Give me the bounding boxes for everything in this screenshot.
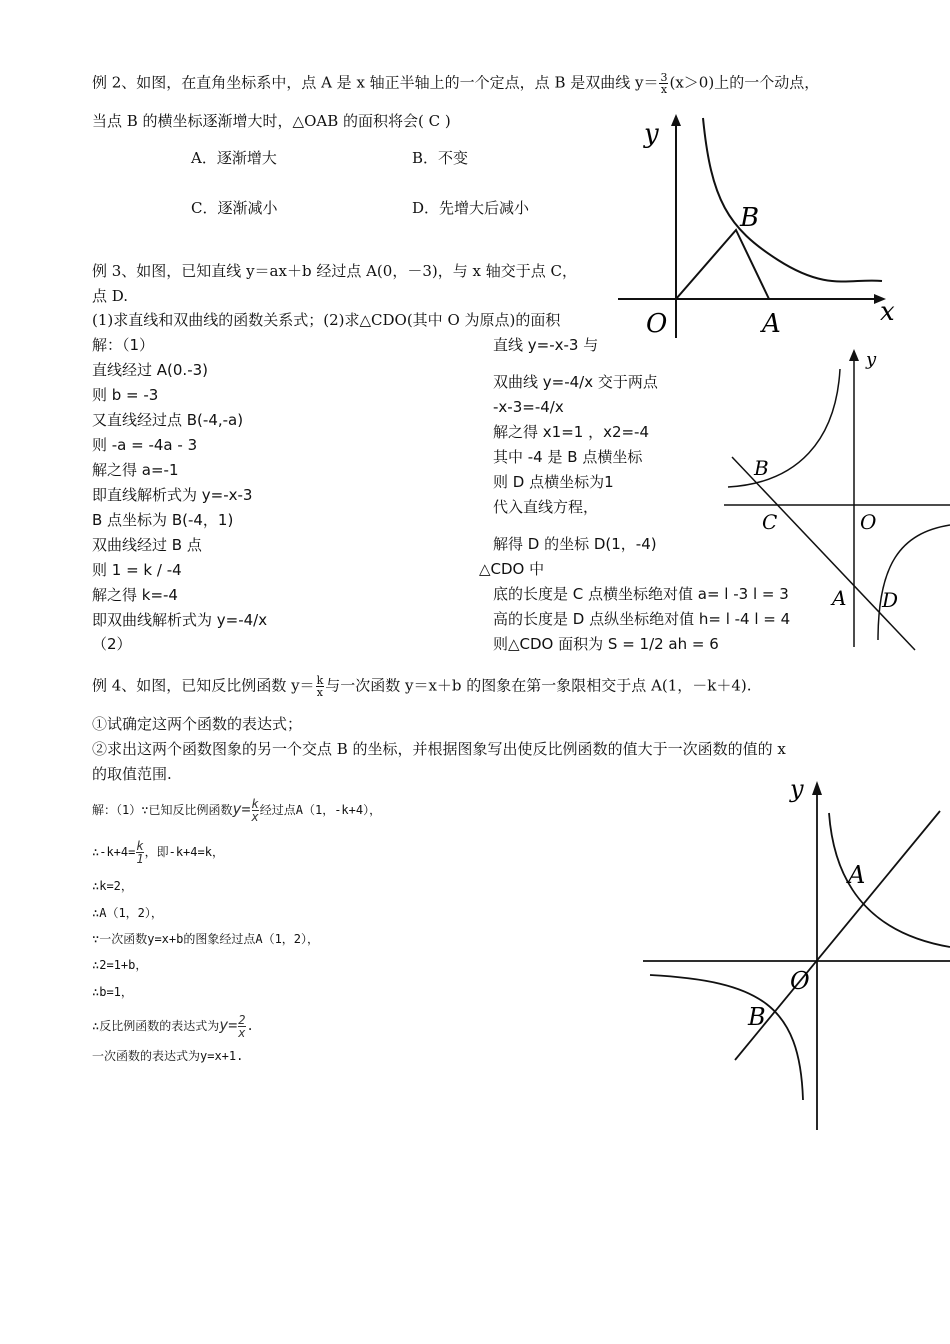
ex4-sol-8-fraction — [238, 1014, 245, 1039]
ex2-fraction — [659, 72, 668, 95]
ex4-sol-8 — [92, 1014, 254, 1039]
ex4-sol-4: ∴A（1，2）， — [92, 906, 163, 920]
ex2-option-b: B．不变 — [412, 149, 469, 167]
ex2-triangle-oab — [676, 230, 769, 299]
ex4-sol-2-post: ，即-k+4=k， — [144, 845, 224, 859]
ex3-left-8: 双曲线经过 B 点 — [92, 536, 202, 554]
ex4-sol-2 — [92, 840, 224, 865]
ex4-question-1: ①试确定这两个函数的表达式； — [92, 715, 303, 733]
ex2-figure — [610, 110, 900, 350]
ex2-hyperbola — [703, 118, 882, 282]
ex3-hyperbola-branch-left — [728, 369, 840, 487]
ex4-label-o: O — [790, 967, 810, 995]
ex4-line1 — [92, 675, 752, 698]
ex4-sol-2-fraction — [136, 840, 143, 865]
ex4-sol-1-fraction — [252, 798, 259, 823]
ex4-sol-3: ∴k=2， — [92, 879, 133, 893]
ex3-right-8: △CDO 中 — [479, 560, 545, 578]
ex4-sol-2-num: k — [136, 839, 144, 853]
ex4-sol-6: ∴2=1+b， — [92, 958, 148, 972]
ex2-option-a: A．逐渐增大 — [191, 149, 277, 167]
ex2-label-x: x — [880, 297, 895, 327]
ex2-frac-num: 3 — [660, 71, 668, 84]
ex3-left-12: （2） — [92, 635, 132, 653]
ex4-sol-8-den: x — [238, 1026, 246, 1040]
ex4-frac-num: k — [316, 674, 324, 687]
ex3-left-7: B 点坐标为 B(-4，1) — [92, 511, 234, 529]
ex3-left-2: 则 b = -3 — [92, 386, 159, 404]
ex4-label-y: y — [790, 775, 804, 803]
ex3-left-9: 则 1 = k / -4 — [92, 561, 182, 579]
ex4-hyperbola-branch-third — [650, 975, 803, 1100]
ex3-right-11: 则△CDO 面积为 S = 1/2 ah = 6 — [493, 635, 719, 653]
ex2-frac-den: x — [660, 83, 668, 96]
ex4-sol-5: ∵一次函数y=x+b的图象经过点A（1，2）， — [92, 932, 320, 946]
ex4-figure — [640, 775, 950, 1135]
ex4-sol-2-text: ∴-k+4= — [92, 845, 136, 859]
ex3-line3: (1)求直线和双曲线的函数关系式；(2)求△CDO(其中 O 为原点)的面积 — [92, 311, 561, 329]
ex3-line2: 点 D. — [92, 287, 129, 305]
ex4-sol-1-text: 解：（1）∵已知反比例函数 — [92, 803, 233, 817]
ex3-right-6: 代入直线方程， — [493, 498, 599, 516]
ex2-label-o: O — [646, 309, 668, 339]
ex3-right-2: -x-3=-4/x — [493, 398, 564, 416]
ex3-left-11: 即双曲线解析式为 y=-4/x — [92, 611, 268, 629]
ex4-sol-1-post: 经过点A（1，-k+4）， — [259, 803, 382, 817]
ex3-left-10: 解之得 k=-4 — [92, 586, 178, 604]
ex3-label-d: D — [882, 588, 899, 612]
ex3-label-c: C — [762, 510, 778, 534]
ex4-sol-1 — [92, 798, 381, 823]
ex4-y-arrow-icon — [812, 781, 822, 795]
ex4-sol-2-den: 1 — [136, 852, 144, 866]
ex4-sol-9: 一次函数的表达式为y=x+1. — [92, 1049, 244, 1063]
ex4-question-2: ②求出这两个函数图象的另一个交点 B 的坐标，并根据图象写出使反比例函数的值大于一次函数的值的 x — [92, 740, 786, 758]
ex2-line1-text: 例 2、如图，在直角坐标系中，点 A 是 x 轴正半轴上的一个定点，点 B 是双曲线 y＝ — [92, 73, 659, 92]
ex3-left-3: 又直线经过点 B(-4,-a) — [92, 411, 244, 429]
ex2-y-arrow-icon — [671, 114, 681, 126]
ex2-label-y: y — [644, 119, 659, 149]
ex2-label-a: A — [762, 309, 781, 339]
ex4-line1-text: 例 4、如图，已知反比例函数 y＝ — [92, 676, 315, 695]
ex3-right-1: 双曲线 y=-4/x 交于两点 — [493, 373, 658, 391]
ex3-left-6: 即直线解析式为 y=-x-3 — [92, 486, 253, 504]
ex3-figure — [720, 345, 950, 655]
ex4-question-2b: 的取值范围. — [92, 765, 172, 783]
ex4-sol-8-num: 2 — [238, 1013, 246, 1027]
ex3-line1: 例 3、如图，已知直线 y＝ax＋b 经过点 A(0，－3)，与 x 轴交于点 C， — [92, 262, 577, 280]
ex4-sol-1-den: x — [251, 810, 259, 824]
ex2-option-d: D．先增大后减小 — [412, 199, 530, 217]
ex3-right-0: 直线 y=-x-3 与 — [493, 336, 599, 354]
ex4-sol-7: ∴b=1， — [92, 985, 133, 999]
ex4-sol-8-text: ∴反比例函数的表达式为 — [92, 1019, 220, 1033]
ex2-line2: 当点 B 的横坐标逐渐增大时，△OAB 的面积将会( C ) — [92, 112, 451, 130]
ex3-label-a: A — [832, 586, 847, 610]
ex4-line1-post: 与一次函数 y＝x＋b 的图象在第一象限相交于点 A(1，－k＋4). — [325, 676, 752, 695]
ex4-label-b: B — [748, 1003, 766, 1031]
ex4-sol-1-y: y= — [232, 800, 251, 818]
ex3-label-b: B — [754, 456, 769, 480]
ex3-right-9: 底的长度是 C 点横坐标绝对值 a= l -3 l = 3 — [493, 585, 789, 603]
ex3-right-10: 高的长度是 D 点纵坐标绝对值 h= l -4 l = 4 — [493, 610, 791, 628]
ex3-label-y: y — [866, 349, 877, 370]
ex4-sol-8-y: y= — [219, 1016, 238, 1034]
ex3-y-arrow-icon — [849, 349, 859, 361]
ex3-left-1: 直线经过 A(0.-3) — [92, 361, 209, 379]
ex2-option-c: C．逐渐减小 — [191, 199, 278, 217]
ex3-right-5: 则 D 点横坐标为1 — [493, 473, 614, 491]
ex4-sol-1-num: k — [251, 797, 259, 811]
ex4-fraction — [316, 675, 325, 698]
ex2-line1-post: (x＞0)上的一个动点， — [669, 73, 820, 92]
ex3-right-7: 解得 D 的坐标 D(1，-4) — [493, 535, 657, 553]
ex4-label-a: A — [848, 861, 866, 889]
ex2-line1 — [92, 72, 819, 95]
ex3-right-4: 其中 -4 是 B 点横坐标 — [493, 448, 643, 466]
ex3-line — [732, 457, 915, 650]
ex3-left-0: 解：（1） — [92, 336, 155, 354]
ex3-left-5: 解之得 a=-1 — [92, 461, 179, 479]
ex3-label-o: O — [860, 510, 877, 534]
ex4-frac-den: x — [316, 686, 323, 699]
ex2-label-b: B — [740, 203, 760, 233]
ex4-sol-8-post: . — [246, 1019, 254, 1033]
ex3-right-3: 解之得 x1=1 ，x2=-4 — [493, 423, 650, 441]
ex3-left-4: 则 -a = -4a - 3 — [92, 436, 198, 454]
